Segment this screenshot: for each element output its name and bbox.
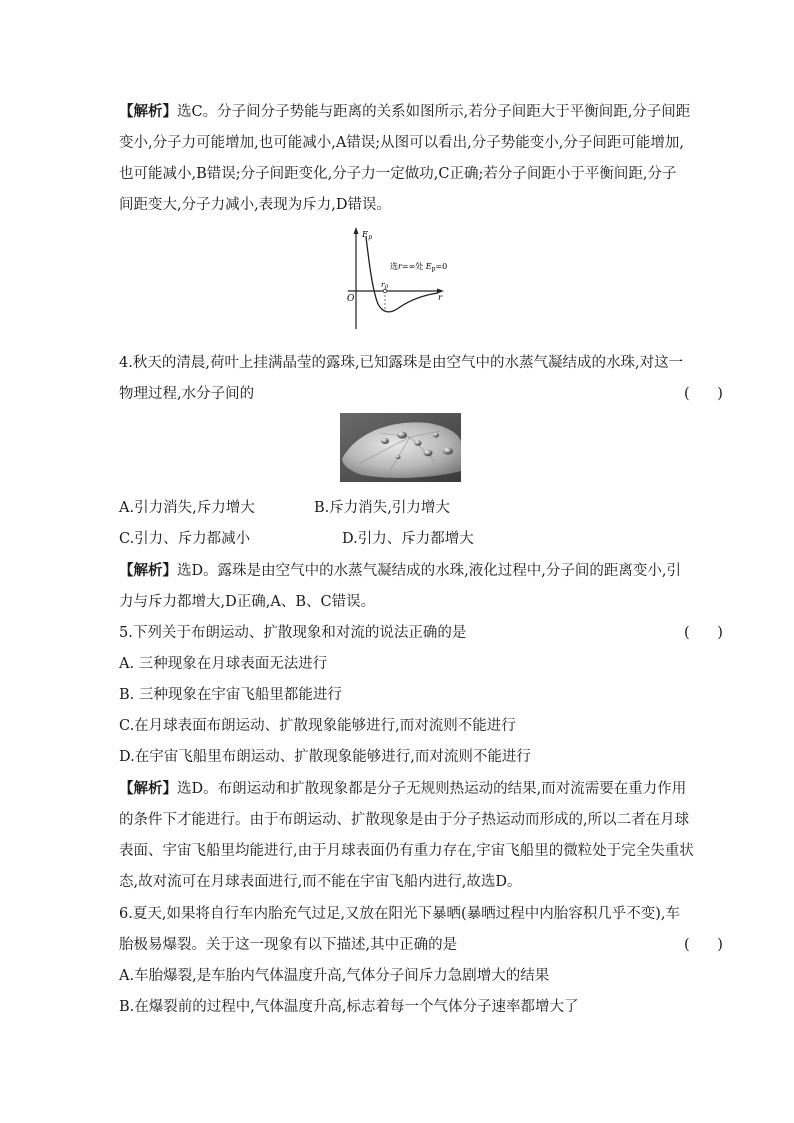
question-6-answer-bracket: ( ) — [684, 937, 723, 953]
question-6-option-b: B.在爆裂前的过程中,气体温度升高,标志着每一个气体分子速率都增大了 — [119, 999, 579, 1015]
y-axis-arrow — [354, 227, 359, 234]
origin-label: O — [347, 294, 355, 304]
analysis-5-line-2: 的条件下才能进行。由于布朗运动、扩散现象是由于分子热运动而形成的,所以二者在月球 — [119, 812, 690, 828]
analysis-4-line-1: 【解析】选D。露珠是由空气中的水蒸气凝结成的水珠,液化过程中,分子间的距离变小,引 — [119, 562, 681, 579]
question-5-answer-bracket: ( ) — [684, 625, 723, 641]
question-5-option-c: C.在月球表面布朗运动、扩散现象能够进行,而对流则不能进行 — [119, 718, 516, 734]
analysis-5-line-4: 态,故对流可在月球表面进行,而不能在宇宙飞船内进行,故选D。 — [119, 874, 522, 890]
analysis-tag: 【解析】 — [119, 103, 177, 120]
question-6-stem-line-1: 6.夏天,如果将自行车内胎充气过足,又放在阳光下暴晒(暴晒过程中内胎容积几乎不变),车 — [119, 906, 680, 922]
analysis-5-line-3: 表面、宇宙飞船里均能进行,由于月球表面仍有重力存在,宇宙飞船里的微粒处于完全失重状 — [119, 843, 694, 859]
question-5-option-a: A. 三种现象在月球表面无法进行 — [119, 656, 328, 672]
question-6-option-a: A.车胎爆裂,是车胎内气体温度升高,气体分子间斥力急剧增大的结果 — [119, 968, 550, 984]
analysis-4-line-2: 力与斥力都增大,D正确,A、B、C错误。 — [119, 594, 376, 610]
potential-energy-graph — [340, 225, 455, 333]
analysis-3-line-1: 【解析】选C。分子间分子势能与距离的关系如图所示,若分子间距大于平衡间距,分子间距 — [119, 103, 691, 120]
question-4-answer-bracket: ( ) — [684, 386, 723, 402]
analysis-3-line-2: 变小,分子力可能增加,也可能减小,A错误;从图可以看出,分子势能变小,分子间距可能增加, — [119, 135, 685, 151]
analysis-3-line-3: 也可能减小,B错误;分子间距变化,分子力一定做功,C正确;若分子间距小于平衡间距,分子 — [119, 166, 677, 182]
r0-label: $r_0$ — [381, 280, 389, 291]
question-4-stem-line-2: 物理过程,水分子间的 — [119, 386, 255, 402]
question-5-stem: 5.下列关于布朗运动、扩散现象和对流的说法正确的是 — [119, 625, 467, 641]
lotus-leaf-dew-photo — [340, 413, 461, 482]
question-4-option-b: B.斥力消失,引力增大 — [314, 500, 450, 516]
question-4-option-a: A.引力消失,斥力增大 — [119, 500, 255, 516]
question-4-stem-line-1: 4.秋天的清晨,荷叶上挂满晶莹的露珠,已知露珠是由空气中的水蒸气凝结成的水珠,对这一 — [119, 355, 684, 371]
y-axis-label: $E_p$ — [362, 230, 373, 241]
reference-note: 选r=∞处 Ep=0 — [390, 262, 448, 273]
x-axis-label: r — [438, 293, 443, 303]
question-4-option-c: C.引力、斥力都减小 — [119, 531, 251, 547]
question-4-option-d: D.引力、斥力都增大 — [342, 531, 474, 547]
question-6-stem-line-2: 胎极易爆裂。关于这一现象有以下描述,其中正确的是 — [119, 937, 458, 953]
analysis-tag: 【解析】 — [119, 780, 177, 797]
potential-curve — [366, 237, 438, 312]
analysis-3-line-4: 间距变大,分子力减小,表现为斥力,D错误。 — [119, 197, 391, 213]
analysis-5-line-1: 【解析】选D。布朗运动和扩散现象都是分子无规则热运动的结果,而对流需要在重力作用 — [119, 780, 687, 797]
question-5-option-b: B. 三种现象在宇宙飞船里都能进行 — [119, 687, 342, 703]
analysis-tag: 【解析】 — [119, 562, 177, 579]
question-5-option-d: D.在宇宙飞船里布朗运动、扩散现象能够进行,而对流则不能进行 — [119, 749, 531, 765]
